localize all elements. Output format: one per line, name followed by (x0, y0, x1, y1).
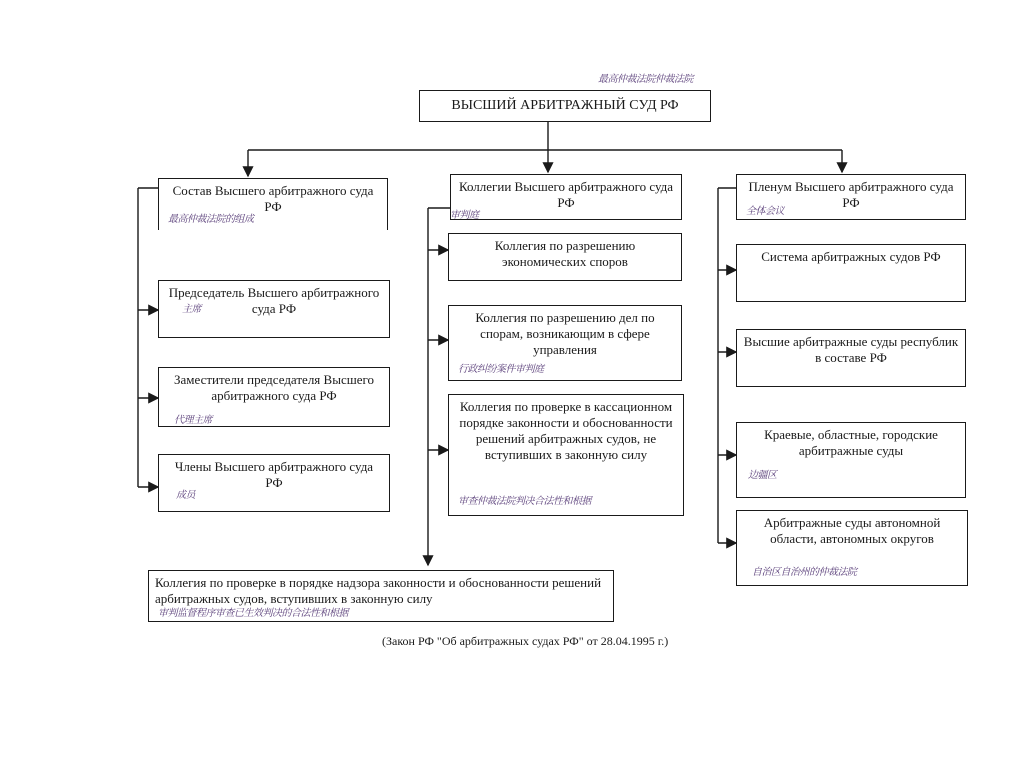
left-item-members (158, 454, 390, 512)
middle-item-administrative-note: 行政纠纷案件审判庭 (458, 364, 544, 375)
right-item-system-text: Система арбитражных судов РФ (761, 249, 941, 264)
right-item-system (736, 244, 966, 302)
left-item-members-note: 成员 (176, 490, 195, 501)
right-item-regional-courts (736, 422, 966, 498)
left-header-text: Состав Высшего арбитражного суда РФ (172, 183, 374, 214)
right-item-regional-note: 边疆区 (748, 470, 777, 481)
left-item-deputies-text: Заместители председателя Высшего арбитражного суда РФ (173, 372, 375, 403)
top-node-handwritten-note: 最高仲裁法院仲裁法院 (598, 74, 693, 85)
middle-item-administrative-text: Коллегия по разрешению дел по спорам, возникающим в сфере управления (475, 310, 655, 357)
middle-header-collegiums (450, 174, 682, 220)
right-item-autonomous-text: Арбитражные суды автономной области, автономных округов (763, 515, 941, 546)
left-item-chairman-text: Председатель Высшего арбитражного суда РФ (168, 285, 380, 316)
middle-item-cassation-note: 审查仲裁法院判决合法性和根据 (458, 496, 591, 507)
right-item-republic-text: Высшие арбитражные суды республик в составе РФ (743, 334, 959, 365)
top-node-supreme-arbitration-court (419, 90, 711, 122)
middle-header-text: Коллегии Высшего арбитражного суда РФ (458, 179, 674, 210)
bottom-note: 审判监督程序审查已生效判决的合法性和根据 (158, 608, 348, 619)
middle-item-economic-text: Коллегия по разрешению экономических споров (494, 238, 636, 269)
bottom-text: Коллегия по проверке в порядке надзора законности и обоснованности решений арбитражных судов, вступивших в законную силу (155, 575, 602, 606)
left-item-chairman-note: 主席 (182, 304, 201, 315)
right-item-autonomous-note: 自治区自治州的仲裁法院 (752, 567, 857, 578)
middle-item-economic-disputes (448, 233, 682, 281)
law-caption: (Закон РФ "Об арбитражных судах РФ" от 28.04.1995 г.) (382, 634, 669, 648)
middle-header-note: 审判庭 (450, 210, 479, 221)
left-item-members-text: Члены Высшего арбитражного суда РФ (174, 459, 374, 490)
middle-item-cassation-text: Коллегия по проверке в кассационном порядке законности и обоснованности решений арбитражных судов, не вступивших в законную силу (459, 399, 673, 462)
right-header-note: 全体会议 (746, 206, 784, 217)
right-header-text: Пленум Высшего арбитражного суда РФ (748, 179, 954, 210)
top-node-title: ВЫСШИЙ АРБИТРАЖНЫЙ СУД РФ (451, 98, 679, 113)
right-item-regional-text: Краевые, областные, городские арбитражные суды (764, 427, 938, 458)
left-item-deputies-note: 代理主席 (174, 415, 212, 426)
left-header-note: 最高仲裁法院的组成 (168, 214, 254, 225)
right-item-republic-courts (736, 329, 966, 387)
